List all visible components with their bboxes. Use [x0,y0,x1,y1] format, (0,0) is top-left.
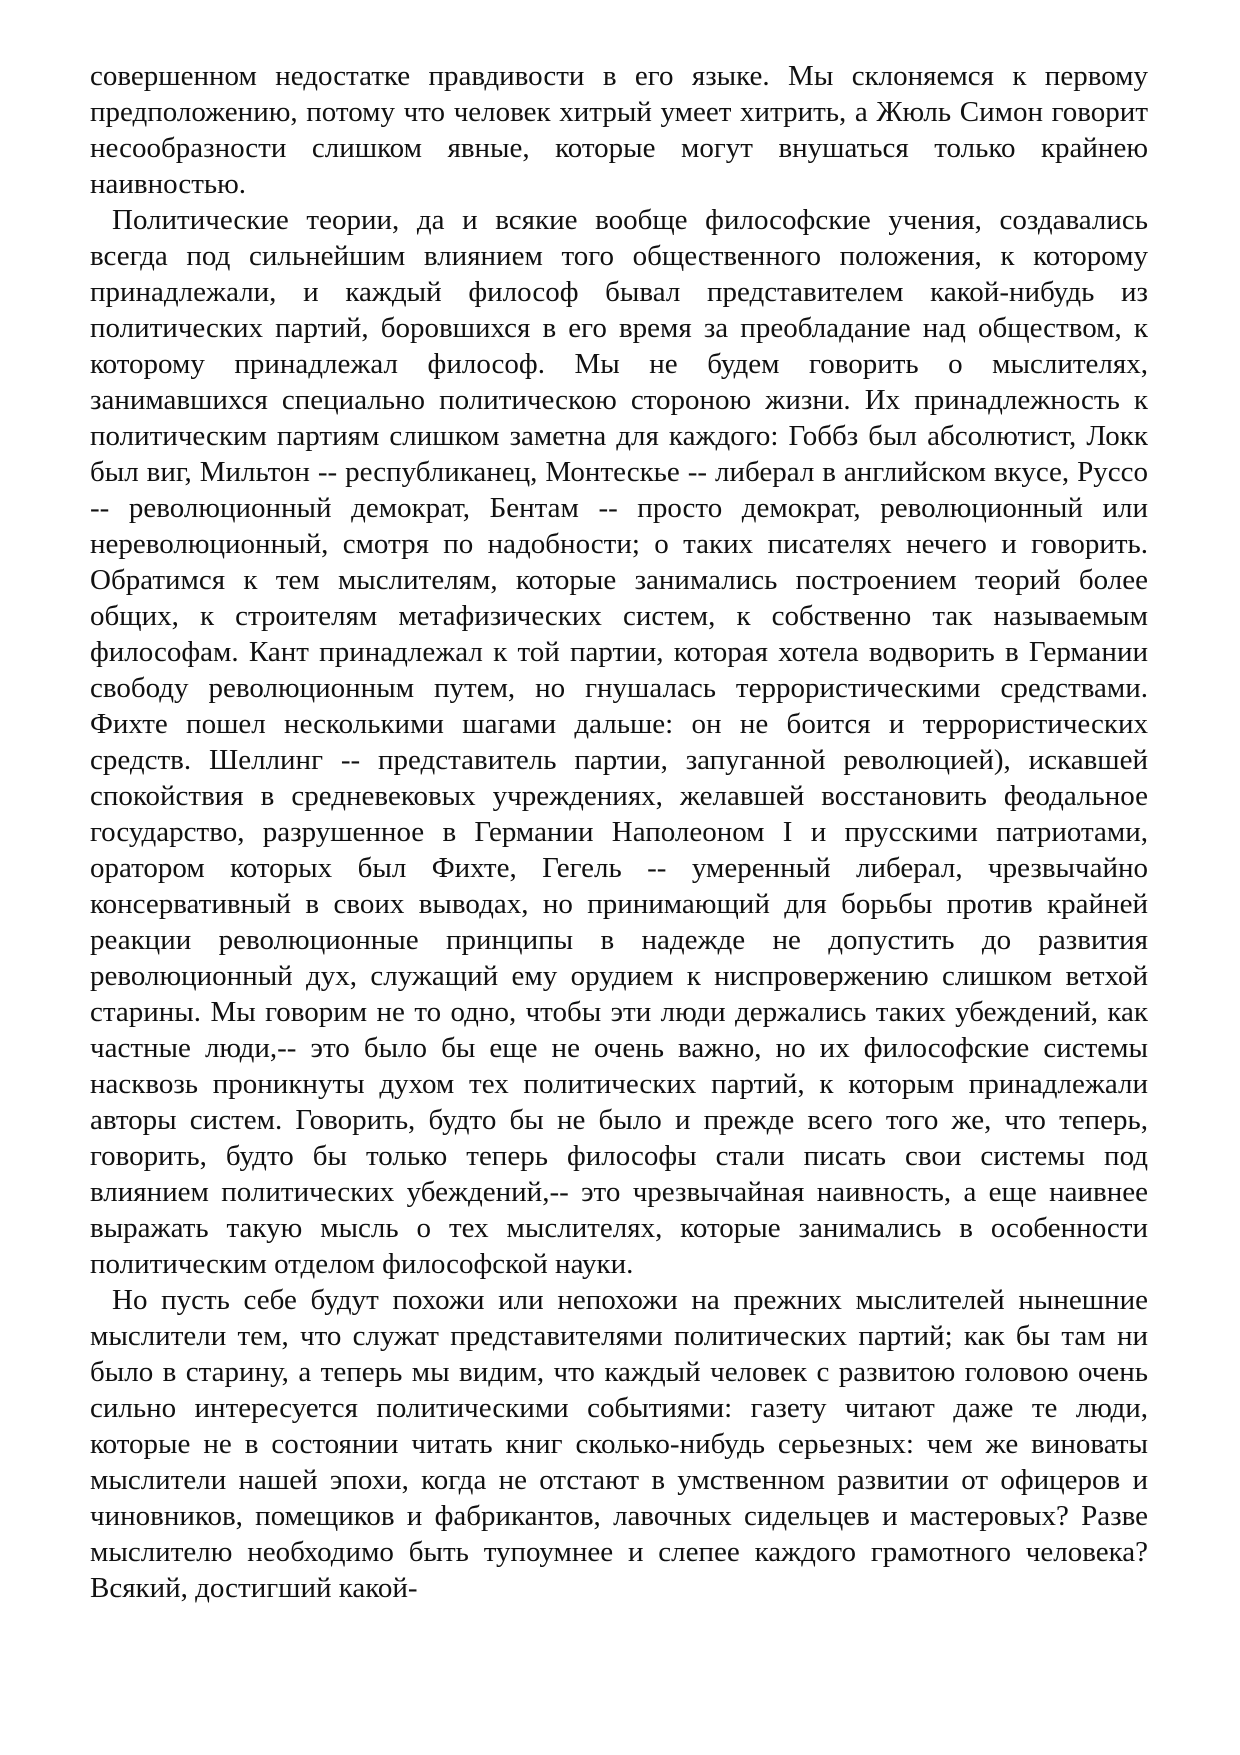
paragraph-2: Политические теории, да и всякие вообще философские учения, создавались всегда под сильнейшим влиянием того общественного положения, к которому принадлежали, и каждый философ бывал представителем какой-нибудь из политических партий, боровшихся в его время за преобладание над обществом, к которому принадлежал философ. Мы не будем говорить о мыслителях, занимавшихся специально политическою стороною жизни. Их принадлежность к политическим партиям слишком заметна для каждого: Гоббз был абсолютист, Локк был виг, Мильтон -- республиканец, Монтескье -- либерал в английском вкусе, Руссо -- революционный демократ, Бентам -- просто демократ, революционный или нереволюционный, смотря по надобности; о таких писателях нечего и говорить. Обратимся к тем мыслителям, которые занимались построением теорий более общих, к строителям метафизических систем, к собственно так называемым философам. Кант принадлежал к той партии, которая хотела водворить в Германии свободу революционным путем, но гнушалась террористическими средствами. Фихте пошел несколькими шагами дальше: он не боится и террористических средств. Шеллинг -- представитель партии, запуганной революцией), искавшей спокойствия в средневековых учреждениях, желавшей восстановить феодальное государство, разрушенное в Германии Наполеоном I и прусскими патриотами, оратором которых был Фихте, Гегель -- умеренный либерал, чрезвычайно консервативный в своих выводах, но принимающий для борьбы против крайней реакции революционные принципы в надежде не допустить до развития революционный дух, служащий ему орудием к ниспровержению слишком ветхой старины. Мы говорим не то одно, чтобы эти люди держались таких убеждений, как частные люди,-- это было бы еще не очень важно, но их философские системы насквозь проникнуты духом тех политических партий, к которым принадлежали авторы систем. Говорить, будто бы не было и прежде всего того же, что теперь, говорить, будто бы только теперь философы стали писать свои системы под влиянием политических убеждений,-- это чрезвычайная наивность, а еще наивнее выражать такую мысль о тех мыслителях, которые занимались в особенности политическим отделом философской науки. [90,204,1148,1280]
paragraph-1: совершенном недостатке правдивости в его языке. Мы склоняемся к первому предположению, потому что человек хитрый умеет хитрить, а Жюль Симон говорит несообразности слишком явные, которые могут внушаться только крайнею наивностью. [90,60,1148,200]
paragraph-3: Но пусть себе будут похожи или непохожи на прежних мыслителей нынешние мыслители тем, что служат представителями политических партий; как бы там ни было в старину, а теперь мы видим, что каждый человек с развитою головою очень сильно интересуется политическими событиями: газету читают даже те люди, которые не в состоянии читать книг сколько-нибудь серьезных: чем же виноваты мыслители нашей эпохи, когда не отстают в умственном развитии от офицеров и чиновников, помещиков и фабрикантов, лавочных сидельцев и мастеровых? Разве мыслителю необходимо быть тупоумнее и слепее каждого грамотного человека? Всякий, достигший какой- [90,1284,1148,1604]
document-page [90,58,1148,1606]
